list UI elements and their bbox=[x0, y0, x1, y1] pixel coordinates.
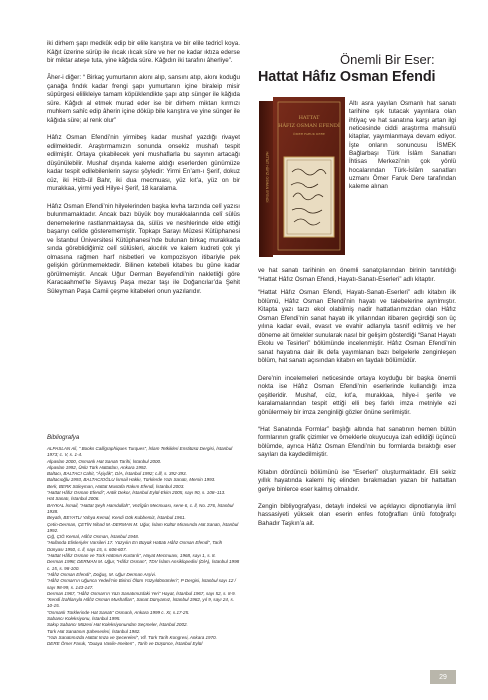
paragraph: iki dirhem şapı medkûk edip bir elile karıştıra ve bir elile tedricî koya. Kâğıt üzerine sürüp ile ılıcak ılıcak süre ve her ne kadar ıktıza ederse bir miktar ateşe tuta, yine kâğıda süre. Kâğıdın iki tarafını âherliye”. bbox=[47, 40, 240, 65]
bibliography-title: Bibliografya bbox=[47, 434, 80, 441]
bibliography-entry: “Hâfız Osman’ın Uğunca Yedeli’nin Birinci Ölüm Yüzyıldönümleri”, P Dergisi, İstanbul sayı 12 / sayı 98-99, s. 143-147. bbox=[47, 578, 236, 590]
bibliography-entry: Berk, BERK Süleyman, Hattat Mustafa Rakım Efendi, İstanbul 2003. bbox=[47, 483, 185, 489]
right-column bbox=[258, 289, 456, 529]
bibliography-entry: “Hattat Hâfız Osman ve Türk Hattının Kurtarılı”, Hayat Mecmuası, 1968, sayı 1, s. 8. bbox=[47, 553, 216, 559]
bibliography-entry: Çetin-Derman, ÇETİN Nihad M.-DERMAN M. Uğur, İslam Kültür Mirasında Hat Sanatı, İstanbul 1992. bbox=[47, 521, 239, 533]
paragraph: Kitabın dördüncü bölümünü ise “Eserleri” oluşturmaktadır. Elli sekiz yıllık hayatında kalemi hiç elinden bırakmadan yazan bir hattattan geriye binlerce eser kalmış olmalıdır. bbox=[258, 468, 456, 493]
article-title: Hattat Hâfız Osman Efendi bbox=[258, 69, 436, 85]
bibliography-list bbox=[47, 446, 240, 648]
bibliography-entry: “Kendi İzahlarıyla Hâfız Osman Mushafları”, Sanat Dünyamız, İstanbul 1982, yıl 9, sayı 24, s. 10-15. bbox=[47, 597, 235, 609]
bibliography-entry: Derman 1967, “Hâfız Osman’ın Yazı Sanatımızdaki Yeri” Hayat, İstanbul 1967, sayı 52, s. 8-9. bbox=[47, 590, 236, 596]
bibliography-entry: “Yazı Sanatımızda Hattat Imza ve Şecereleri”, Vll. Türk Tarih Kongresi, Ankara 1970. bbox=[47, 634, 217, 640]
bibliography-entry: “Osmanlı Türklerinde Hat Sanatı” Osmanlı, Ankara 1999 c. XI, s.17-25. bbox=[47, 609, 190, 615]
intro-continuation bbox=[258, 267, 456, 284]
book-cover-image bbox=[259, 97, 345, 259]
page-number: 29 bbox=[430, 670, 456, 684]
cover-title-line1: HATTAT bbox=[298, 115, 320, 121]
bibliography-entry: ALPASLAN Ali, “ Books Calligraphiques Turques”, İslam Tetkikleri Enstitüsü Dergisi, İstanbul 1973; c. V, s. 1-4. bbox=[47, 446, 233, 458]
book-cover-illustration bbox=[259, 97, 345, 259]
paragraph: Âher-i diğer: “ Birkaç yumurtanın akını alıp, sansını atıp, akını koduğu çanağa fındık kadar frengi şapı yumurtanın içine biraleip misir süpürgesi elilikleiye tamam köpüklendikte şapı atıp sünger ile kâğıda süre. Kâğıdı al etmek murad eder ise bir dirhem miktarı kırmızı muhkem sahîc edip âherin içine döküp bile karıştıra ve yine sünger ile kâğıda süre; al renk olur” bbox=[47, 74, 240, 124]
left-column bbox=[47, 40, 240, 297]
paragraph: ve hat sanatı tarihinin en önemli sanatçılarından birinin tanıtıldığı “Hattat Hâfız Osman Efendi, Hayatı-Sanatı-Eserleri” adlı kitaptır. bbox=[258, 267, 456, 283]
cover-subtitle: ÖMER FARUK DERE bbox=[293, 132, 325, 136]
bibliography-entry: Sakıp Sabancı Müzesi Hat Koleksiyonundan Seçmeler, İstanbul 2002. bbox=[47, 622, 188, 628]
bibliography-entry: Türk Hat Sanatının Şaheserleri, İstanbul 1982. bbox=[47, 628, 141, 634]
bibliography-entry: Sabancı Koleksiyonu, İstanbul 1995. bbox=[47, 616, 121, 622]
paragraph: Hâfız Osman Efendi’nin hilyelerinden başka levha tarzında celî yazısı bulunmamaktadır. Ancak bazı büyük boy murakkalarında celî sülüs denemelerine rastlanmaktaysa da, sülüs ve neshlerinde elde ettiği başarıyı celîde gösterememiştir. Topkapı Sarayı Müzesi Kütüphanesi ve İstanbul Üniversitesi Kütüphanesi’nde bulunan birkaç murakkada sında göreblidiğimiz celî sülüsleri, akıcılık ve kalem kudreti çok yi olmasına rağmen harf nisbetleri ve kompozisyon itibariyle pek gelişkin görünmemektedir. Bilinen ketebeli kitabes bu güne kadar görülmemiştir. Ancak Uğur Derman Beyefendi’nin nakletliği göre Karacaahmet’te Siyavuş Paşa mezar taşı ile Doğancılar’da Şehit Süleyman Paşa Camii çeşme kitabeleri onun yazılarıdır. bbox=[47, 202, 240, 295]
bibliography-entry: BAYKAL İsmail, “Hattat Şeyh Hamdullah”, Vezîgûn Mecmuası, sene 6, c. ll, No. 276, İstanbul 1938. bbox=[47, 502, 234, 514]
article-kicker: Önemli Bir Eser: bbox=[340, 52, 435, 67]
intro-paragraph bbox=[349, 100, 456, 192]
paragraph: Altı asra yayılan Osmanlı hat sanatı tarihine ışık tutacak yayınlara olan ihtiyaç ve hat sanatına karşı artan ilgi neticesinde ciddi araştırma mahsulü kitaplar, yayımlanmaya devam ediyor. İşte onların sonuncusu İSMEK Bağlarbaşı Türk İslâm Sanatları İhtisas Merkezi’nin çok yönlü hocalarından Türk-İslâm sanatları uzmanı Ömer Faruk Dere tarafından kaleme alınan bbox=[349, 100, 456, 191]
bibliography-entry: “Hattat Hâfız Osman Efendi”, Antik Dekor, İstanbul Eylül-Ekim 2005, sayı 90, s. 108–113. bbox=[47, 490, 226, 496]
bibliography-entry: Beyatlı, BEYATLI Yahya Kemal, Kendi Gök Kubbemiz, İstanbul 1961. bbox=[47, 515, 186, 521]
bibliography-entry: Alpaslan 2000, Osmanlı Hat Sanatı Tarihi, İstanbul 2000. bbox=[47, 458, 162, 464]
bibliography-entry: DERE Ömer Faruk, “Duaya Vasile-Imeiten” , Tarih ve Düşünce, İstanbul Eylül bbox=[47, 641, 203, 647]
bibliography-entry: Alpaslan 1992, Ünlü Türk Hattatları, Ankara 1992. bbox=[47, 464, 148, 470]
spine-text: HATTAT HÂFIZ OSMAN EFENDİ bbox=[265, 151, 269, 203]
cover-title-line2: HÂFIZ OSMAN EFENDİ bbox=[278, 123, 340, 129]
paragraph: Dere’nin incelemeleri neticesinde ortaya koyduğu bir başka önemli nokta ise Hâfız Osman Efendi’nin eserlerinde kullandığı imza çeşitleridir. Mushaf, cüz, kıt’a, murakkaa, hilye-i şerife ve karalamalarından tespit ettiği elli beş farklı imza metniyle ezi gönülermeiy bir imza zenginliği gözler önüne serilmiştir. bbox=[258, 374, 456, 416]
paragraph: Zengin bibliyografyası, detaylı indeksi ve açıklayıcı dipnotlarıyla ilmî hassasiyeti yüksek olan eserin enfes fotoğrafları ünlü fotoğrafçı Bahadır Taşkın’a ait. bbox=[258, 502, 456, 527]
bibliography-entry: “Hollanda Elisleriyler Varsileri 17. Yüzyılın En Büyük Hattatı Hâfız Osman Efendi”, Tarih Dünyası 1950, c. ll, sayı 15, s. 606-607. bbox=[47, 540, 223, 552]
bibliography-entry: “Hâfız Osman Efendi”, Doğuş, M. Uğur Derman Arşivi. bbox=[47, 571, 156, 577]
bibliography-entry: Baltacı, BALTACI Cahit, “Âşiyâk”, DİA, İstanbul 1992; c.lll, s. 392-393. bbox=[47, 471, 187, 477]
bibliography-entry: Derman 1998; DERMAN M. Uğur, “Hâfız Osman”, TDV İslam Ansiklopedisi (DİA), İstanbul 1998 c. 15, s. 98-100. bbox=[47, 559, 240, 571]
paragraph: “Hattat Hâfız Osman Efendi, Hayatı-Sanatı-Eserleri” adlı kitabın ilk bölümü, Hâfız Osman Efendi’nin hayatı ve talebelerine ayrılmıştır. Kitapta yazı tarzı ekol olabilmiş nadir hattatlarımızdan olan Hâfız Osman Efendi’nin sanat hayatı ilk yıllarından itibaren geçirdiği son üç yılına kadar evail, evasıt ve evahir adlarıyla tasnif edilmiş ve her döneme ait örnekler sunularak nasıl bir gelişim gösterdiği “Sanat Hayatı Ekolu ve Tesirleri” bölümünde incelenmiştir. Hâfız Osman Efendi’nin sanat hayatına dair ilk defa yayımlanan bazı belgelerle zenginleşen bölüm, hat sanatı açısından kitabın en faydalı bölümüdür. bbox=[258, 289, 456, 365]
paragraph: “Hat Sanatında Formlar” başlığı altında hat sanatının hemen bütün formlarının grafik çizimler ve örneklerle okuyucuya izah edildiği üçüncü bölümde, ayrıca Hâfız Osman Efendi’nin bu formlarda bıraktığı eser sayıları da kaydedilmiştir. bbox=[258, 425, 456, 459]
bibliography-entry: Hat Sanatı, İstanbul 2006. bbox=[47, 496, 100, 502]
bibliography-entry: Çığ, ÇIĞ Kemal, Hâfız Osman, İstanbul 1948. bbox=[47, 534, 139, 540]
bibliography-entry: Baltacıoğlu 1993, BALTACIOĞLU İsmail Hakkı, Türklerde Yazı Sanatı, Mersin 1993. bbox=[47, 477, 216, 483]
paragraph: Hâfız Osman Efendi’nin yirmibeş kadar mushaf yazdığı rivayet edilmektedir. Araştırmamızın sonunda onsekiz mushafı tespit edilmiştir. Ortaya çıkabilecek yeni mushaflarla bu sayının artacağı düşünülebilir. Mushaf dışında kaleme aldığı eserlerden günümüze kadar tespit edilebilenlerin sayısı şöyledir: Yirmi En’am-ı Şerif, dokuz cüz, iki Hizb-ül Bahr, iki dua mecmuası, yüz kıt’a, yüz on bir murakkaa, yirmi yedi Hilye-i Şerif, 18 karalama. bbox=[47, 134, 240, 193]
